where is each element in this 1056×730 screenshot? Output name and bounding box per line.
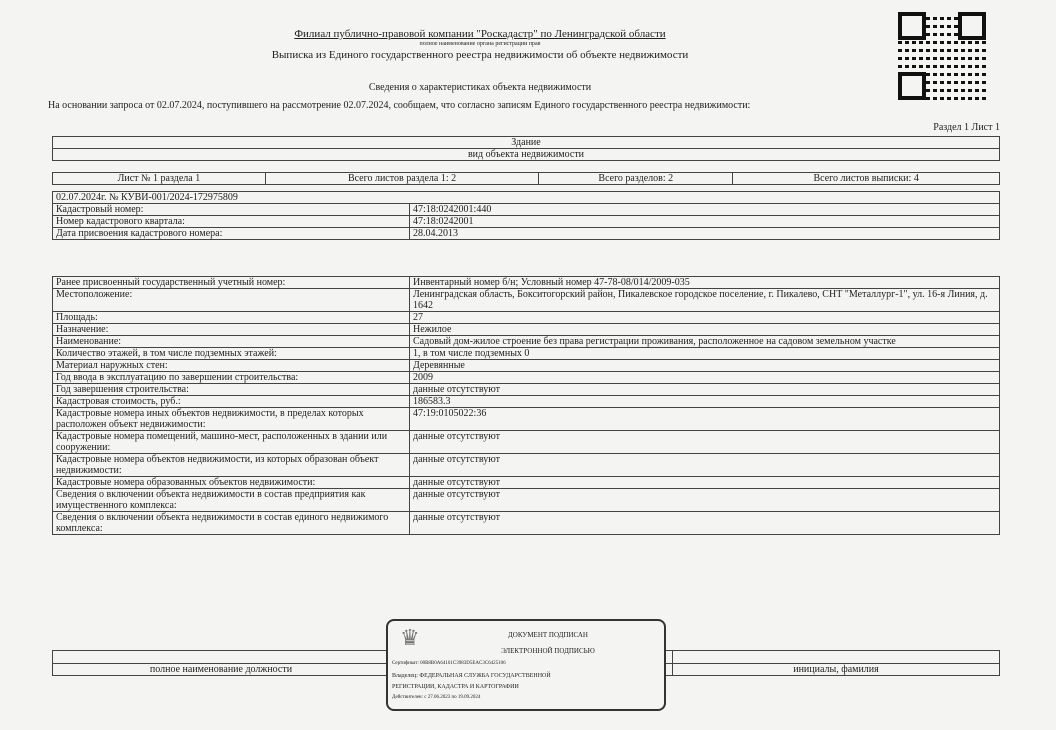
field-label: Год ввода в эксплуатацию по завершении строительства: (53, 372, 410, 384)
table-row (53, 348, 1000, 360)
table-row (53, 204, 1000, 216)
initials-caption: инициалы, фамилия (673, 664, 1000, 676)
field-value: 47:19:0105022:36 (410, 408, 1000, 431)
field-label: Ранее присвоенный государственный учетный номер: (53, 277, 410, 289)
sheets-table (52, 172, 1000, 185)
stamp-cert: Сертификат: 00B8B0A64161C3983D5EAC3C6425106 (392, 661, 506, 666)
stamp-owner: Владелец: ФЕДЕРАЛЬНАЯ СЛУЖБА ГОСУДАРСТВЕННОЙ (392, 673, 551, 679)
field-label: Назначение: (53, 324, 410, 336)
table-row (53, 277, 1000, 289)
table-row (53, 454, 1000, 477)
cadastral-table (52, 191, 1000, 240)
stamp-line1: ДОКУМЕНТ ПОДПИСАН (508, 631, 588, 639)
field-value: данные отсутствуют (410, 489, 1000, 512)
doc-subtitle: Сведения о характеристиках объекта недвижимости (368, 82, 592, 93)
field-label: Сведения о включении объекта недвижимости в состав единого недвижимого комплекса: (53, 512, 410, 535)
field-value: 27 (410, 312, 1000, 324)
field-label: Год завершения строительства: (53, 384, 410, 396)
field-value: данные отсутствуют (410, 512, 1000, 535)
sheet-number: Лист № 1 раздела 1 (53, 173, 266, 185)
sheets-total: Всего листов выписки: 4 (733, 173, 1000, 185)
field-label: Кадастровые номера помещений, машино-мест, расположенных в здании или сооружении: (53, 431, 410, 454)
field-label: Наименование: (53, 336, 410, 348)
field-label: Кадастровый номер: (53, 204, 410, 216)
field-value: 1, в том числе подземных 0 (410, 348, 1000, 360)
table-row (53, 512, 1000, 535)
field-value: данные отсутствуют (410, 477, 1000, 489)
org-name: Филиал публично-правовой компании "Роскадастр" по Ленинградской области (294, 28, 666, 40)
sections-total: Всего разделов: 2 (539, 173, 733, 185)
field-value: данные отсутствуют (410, 431, 1000, 454)
field-value: данные отсутствуют (410, 454, 1000, 477)
field-value: Инвентарный номер б/н; Условный номер 47-78-08/014/2009-035 (410, 277, 1000, 289)
field-value: Садовый дом-жилое строение без права регистрации проживания, расположенное на садовом земельном участке (410, 336, 1000, 348)
table-row (53, 324, 1000, 336)
table-row (53, 431, 1000, 454)
field-label: Дата присвоения кадастрового номера: (53, 228, 410, 240)
table-row (53, 312, 1000, 324)
field-label: Кадастровые номера иных объектов недвижимости, в пределах которых расположен объект недвижимости: (53, 408, 410, 431)
field-value: 47:18:0242001:440 (410, 204, 1000, 216)
document-number: 02.07.2024г. № КУВИ-001/2024-172975809 (53, 192, 1000, 204)
object-type-table (52, 136, 1000, 161)
field-label: Количество этажей, в том числе подземных этажей: (53, 348, 410, 360)
field-value: Нежилое (410, 324, 1000, 336)
table-row (53, 489, 1000, 512)
e-signature-stamp (386, 619, 666, 711)
position-caption: полное наименование должности (53, 664, 390, 676)
section-sheet: Раздел 1 Лист 1 (933, 122, 1000, 133)
field-label: Кадастровые номера образованных объектов недвижимости: (53, 477, 410, 489)
field-label: Сведения о включении объекта недвижимости в состав предприятия как имущественного комплекса: (53, 489, 410, 512)
section-sheets-total: Всего листов раздела 1: 2 (265, 173, 538, 185)
org-caption: полное наименование органа регистрации прав (419, 41, 541, 47)
field-value: данные отсутствуют (410, 384, 1000, 396)
field-value: 186583.3 (410, 396, 1000, 408)
stamp-owner2: РЕГИСТРАЦИИ, КАДАСТРА И КАРТОГРАФИИ (392, 684, 519, 690)
table-row (53, 228, 1000, 240)
table-row (53, 408, 1000, 431)
field-label: Кадастровые номера объектов недвижимости, из которых образован объект недвижимости: (53, 454, 410, 477)
doc-title: Выписка из Единого государственного реестра недвижимости об объекте недвижимости (271, 49, 689, 61)
field-label: Номер кадастрового квартала: (53, 216, 410, 228)
characteristics-table (52, 276, 1000, 535)
table-row (53, 384, 1000, 396)
table-row (53, 396, 1000, 408)
field-label: Кадастровая стоимость, руб.: (53, 396, 410, 408)
object-type-caption: вид объекта недвижимости (53, 149, 1000, 161)
table-row (53, 360, 1000, 372)
field-label: Материал наружных стен: (53, 360, 410, 372)
field-value: Деревянные (410, 360, 1000, 372)
field-value: 47:18:0242001 (410, 216, 1000, 228)
table-row (53, 372, 1000, 384)
stamp-line2: ЭЛЕКТРОННОЙ ПОДПИСЬЮ (501, 647, 595, 655)
table-row (53, 216, 1000, 228)
emblem-icon: ♛ (400, 625, 420, 650)
table-row (53, 289, 1000, 312)
field-label: Площадь: (53, 312, 410, 324)
field-value: Ленинградская область, Бокситогорский район, Пикалевское городское поселение, г. Пикалево, СНТ "Металлург-1", ул. 16-я Линия, д. 1642 (410, 289, 1000, 312)
stamp-valid: Действителен: с 27.06.2023 по 19.09.2024 (392, 695, 481, 700)
field-value: 2009 (410, 372, 1000, 384)
object-type: Здание (53, 137, 1000, 149)
intro-text: На основании запроса от 02.07.2024, поступившего на рассмотрение 02.07.2024, сообщаем, что согласно записям Единого государственного реестра недвижимости: (48, 100, 751, 111)
qr-code (898, 12, 986, 100)
field-value: 28.04.2013 (410, 228, 1000, 240)
field-label: Местоположение: (53, 289, 410, 312)
table-row (53, 336, 1000, 348)
table-row (53, 477, 1000, 489)
